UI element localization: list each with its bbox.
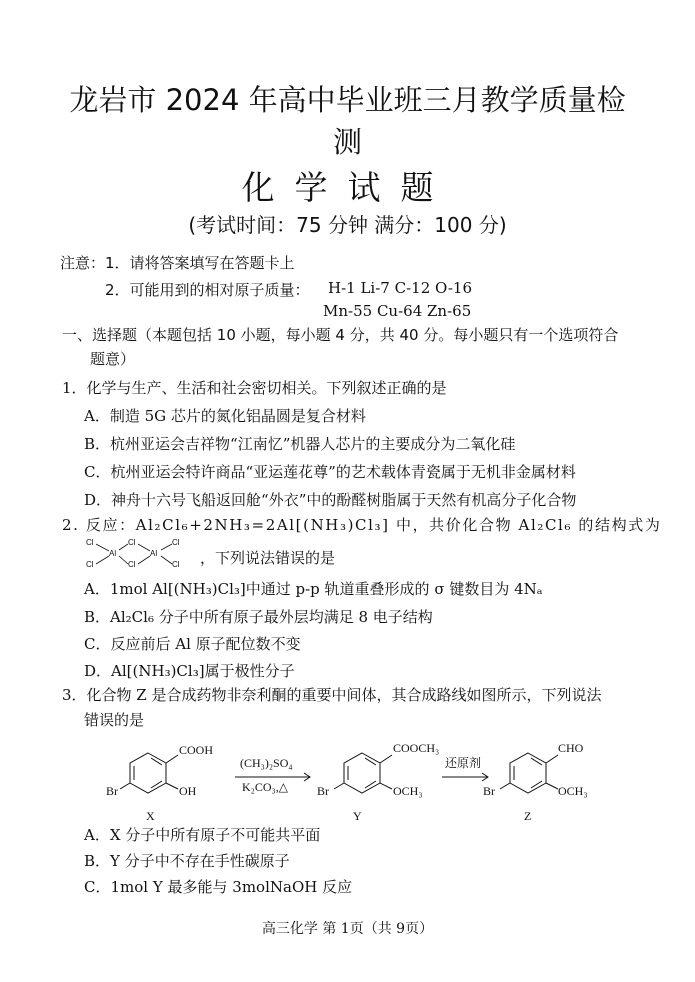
q2-option-a: A．1mol Al[(NH₃)Cl₃]中通过 p-p 轨道重叠形成的 σ 键数目为 4Nₐ <box>84 580 543 598</box>
struct-cl-6: Cl <box>172 560 180 569</box>
struct-cl-2: Cl <box>86 560 94 569</box>
compound-x-structure <box>120 753 178 793</box>
page-title: 龙岩市 2024 年高中毕业班三月教学质量检 <box>69 83 626 117</box>
section-heading: 一、选择题（本题包括 10 小题，每小题 4 分，共 40 分。每小题只有一个选项符合 <box>62 326 619 344</box>
struct-al-1: Al <box>109 549 117 558</box>
q3-stem: 3．化合物 Z 是合成药物非奈利酮的重要中间体，其合成路线如图所示，下列说法 <box>62 686 602 704</box>
x-br-label: Br <box>106 784 118 798</box>
exam-info: (考试时间：75 分钟 满分：100 分) <box>188 213 507 237</box>
y-och3-label: OCH₃ <box>393 784 423 798</box>
q2-option-b: B．Al₂Cl₆ 分子中所有原子最外层均满足 8 电子结构 <box>84 608 433 626</box>
page-footer: 高三化学 第 1页（共 9页） <box>261 921 434 937</box>
struct-cl-4: Cl <box>128 560 136 569</box>
z-och3-label: OCH₃ <box>558 784 588 798</box>
compound-y-structure <box>334 753 392 793</box>
label-z: Z <box>524 809 532 823</box>
section-heading-continued: 题意） <box>90 350 136 368</box>
struct-cl-1: Cl <box>86 538 94 547</box>
q1-option-b: B．杭州亚运会吉祥物“江南忆”机器人芯片的主要成分为二氧化硅 <box>84 435 516 453</box>
compound-z-structure <box>500 753 558 793</box>
label-x: X <box>146 809 155 823</box>
q3-option-c: C．1mol Y 最多能与 3molNaOH 反应 <box>84 878 353 896</box>
q2-stem-continued: ，下列说法错误的是 <box>200 549 336 567</box>
y-br-label: Br <box>317 784 329 798</box>
note-1: 1．请将答案填写在答题卡上 <box>105 254 295 272</box>
atomic-masses-line2: Mn-55 Cu-64 Zn-65 <box>323 302 472 320</box>
struct-al-2: Al <box>150 549 158 558</box>
q3-option-a: A．X 分子中所有原子不可能共平面 <box>84 826 321 844</box>
q2-option-d: D．Al[(NH₃)Cl₃]属于极性分子 <box>84 662 295 680</box>
label-y: Y <box>353 809 362 823</box>
q2-option-c: C．反应前后 Al 原子配位数不变 <box>84 635 301 653</box>
reaction-scheme <box>100 735 600 825</box>
struct-cl-3: Cl <box>128 538 136 547</box>
q1-option-a: A．制造 5G 芯片的氮化铝晶圆是复合材料 <box>84 407 366 425</box>
page-title-continued: 测 <box>332 125 362 159</box>
q3-option-b: B．Y 分子中不存在手性碳原子 <box>84 852 290 870</box>
x-oh-label: OH <box>179 784 197 798</box>
reagent-2-top: 还原剂 <box>445 756 482 770</box>
q3-stem-continued: 错误的是 <box>84 711 145 729</box>
z-br-label: Br <box>483 784 495 798</box>
q2-stem: 2. 反应：Al₂Cl₆+2NH₃=2Al[(NH₃)Cl₃] 中，共价化合物 Al₂Cl₆ 的结构式为 <box>62 516 662 534</box>
y-ester-label: COOCH₃ <box>393 741 440 755</box>
notes-label: 注意： <box>60 254 106 272</box>
q1-option-d: D．神舟十六号飞船返回舱“外衣”中的酚醛树脂属于天然有机高分子化合物 <box>84 491 577 509</box>
reagent-1-bottom: K₂CO₃,△ <box>242 780 288 794</box>
atomic-masses-line1: H-1 Li-7 C-12 O-16 <box>328 279 473 297</box>
x-cooh-label: COOH <box>179 743 214 757</box>
subject-title: 化学试题 <box>241 168 454 207</box>
q1-stem: 1．化学与生产、生活和社会密切相关。下列叙述正确的是 <box>62 379 447 397</box>
reagent-1-top: (CH₃)₂SO₄ <box>240 756 293 770</box>
note-2: 2．可能用到的相对原子质量： <box>105 281 310 299</box>
struct-cl-5: Cl <box>172 538 180 547</box>
z-cho-label: CHO <box>558 741 584 755</box>
q1-option-c: C．杭州亚运会特许商品“亚运莲花尊”的艺术载体青瓷属于无机非金属材料 <box>84 463 576 481</box>
al2cl6-structure <box>84 536 194 572</box>
